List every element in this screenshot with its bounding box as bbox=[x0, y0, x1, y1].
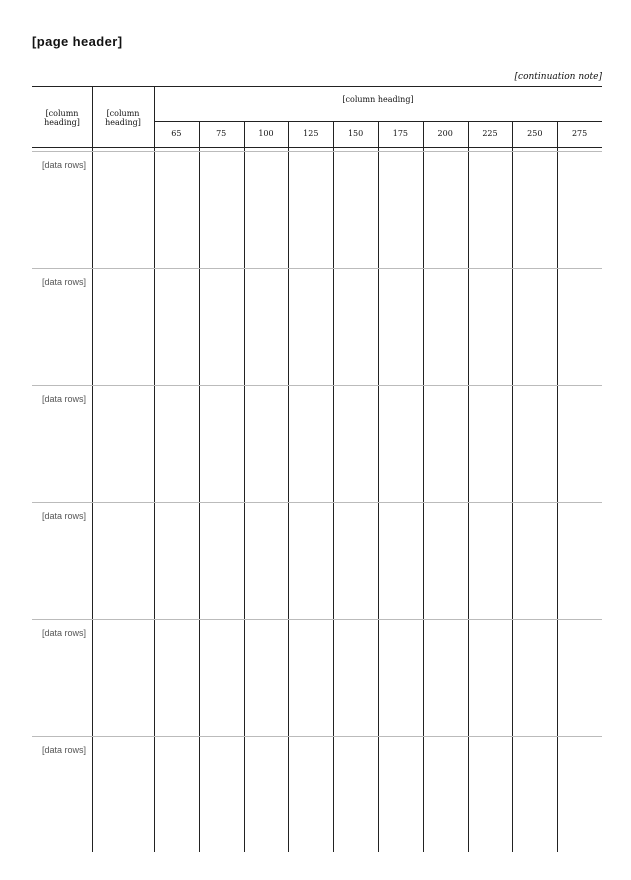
flux-level-label: 275 bbox=[571, 129, 588, 138]
flux-level-label: 65 bbox=[171, 129, 182, 138]
page-header bbox=[32, 34, 602, 82]
data-block bbox=[32, 502, 602, 628]
page-reference: [page header] bbox=[32, 34, 123, 49]
data-block bbox=[32, 151, 602, 277]
data-block bbox=[32, 268, 602, 394]
data-placeholder: [data rows] bbox=[42, 628, 87, 638]
flux-level-label: 250 bbox=[527, 129, 543, 138]
data-table bbox=[32, 86, 602, 852]
flux-level-label: 175 bbox=[392, 129, 409, 138]
flux-level-label: 125 bbox=[303, 129, 319, 138]
data-placeholder: [data rows] bbox=[42, 160, 87, 170]
data-placeholder: [data rows] bbox=[42, 511, 87, 521]
data-block bbox=[32, 736, 602, 862]
continuation-note: [continuation note] bbox=[514, 72, 602, 82]
flux-level-label: 75 bbox=[216, 129, 227, 138]
flux-level-label: 225 bbox=[482, 129, 498, 138]
flux-level-label: 100 bbox=[258, 129, 274, 138]
column-altitude: [column heading] bbox=[44, 109, 80, 127]
data-placeholder: [data rows] bbox=[42, 277, 87, 287]
header-bottom-rule bbox=[32, 147, 602, 148]
column-costs: [column heading] bbox=[105, 109, 141, 127]
data-block bbox=[32, 385, 602, 511]
data-placeholder: [data rows] bbox=[42, 394, 87, 404]
flux-level-label: 200 bbox=[437, 129, 453, 138]
flux-level-label: 150 bbox=[347, 129, 364, 138]
data-block bbox=[32, 619, 602, 745]
data-placeholder: [data rows] bbox=[42, 745, 87, 755]
column-flux-group: [column heading] bbox=[342, 95, 414, 104]
